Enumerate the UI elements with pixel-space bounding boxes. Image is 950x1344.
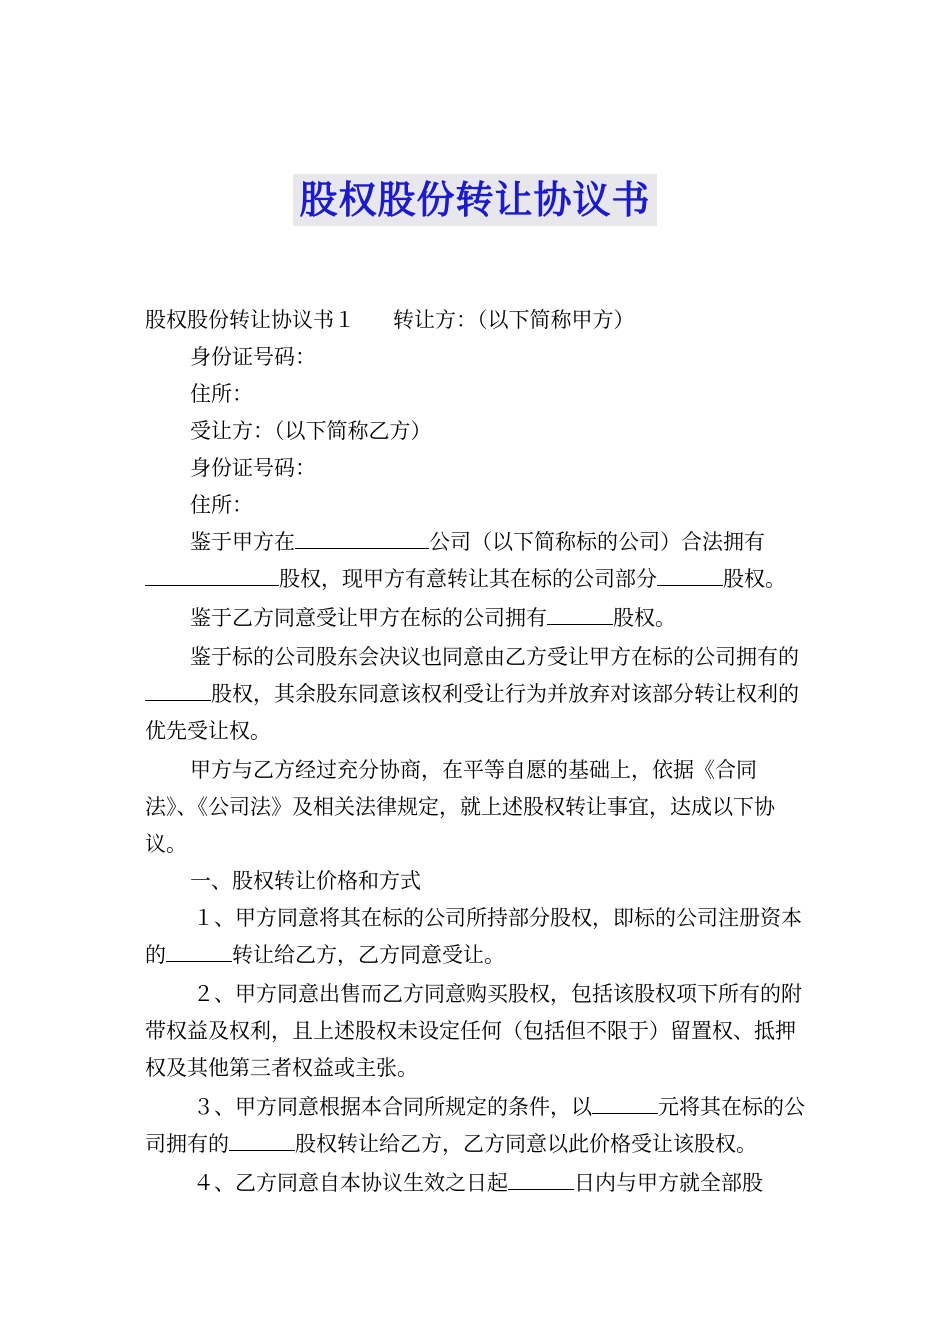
recital-1-text-d: 股权。 [723, 567, 786, 591]
clause-4-text-a: ４、乙方同意自本协议生效之日起 [193, 1171, 508, 1195]
transferee-id-line: 身份证号码： [190, 456, 316, 480]
recital-3-text-a: 鉴于标的公司股东会决议也同意由乙方受让甲方在标的公司拥有的 [190, 645, 799, 669]
recital-1-text-b: 公司（以下简称标的公司）合法拥有 [429, 530, 765, 554]
recital-1-text-a: 鉴于甲方在 [190, 530, 295, 554]
transferor-address-line: 住所： [190, 382, 253, 406]
recital-paragraph-4: 甲方与乙方经过充分协商，在平等自愿的基础上，依据《合同法》、《公司法》及相关法律规定，就上述股权转让事宜，达成以下协议。 [145, 758, 775, 856]
clause-3-text-c: 股权转让给乙方，乙方同意以此价格受让该股权。 [295, 1132, 757, 1156]
clause-1-text-b: 转让给乙方，乙方同意受让。 [232, 943, 505, 967]
document-body [145, 302, 807, 1202]
section-heading-1: 一、股权转让价格和方式 [190, 869, 421, 893]
clause-1-blank [166, 939, 232, 962]
recital-3-blank [145, 678, 211, 701]
recital-2-text-a: 鉴于乙方同意受让甲方在标的公司拥有 [190, 606, 547, 630]
recital-paragraph-2 [145, 600, 807, 637]
recital-1-text-c: 股权，现甲方有意转让其在标的公司部分 [279, 567, 657, 591]
headline-line [145, 302, 807, 339]
agreement-label: 股权股份转让协议书１ [145, 308, 355, 332]
clause-1 [145, 900, 807, 974]
recital-2-text-b: 股权。 [613, 606, 676, 630]
transferor-id-line: 身份证号码： [190, 345, 316, 369]
equity-owned-blank [145, 563, 279, 586]
clause-3-text-a: ３、甲方同意根据本合同所规定的条件，以 [193, 1095, 592, 1119]
title-container [0, 174, 950, 226]
clause-1-text-a: １、甲方同意将其在标的公司所持部分股权，即标的公司注册资本的 [145, 906, 802, 967]
clause-4 [145, 1165, 807, 1202]
company-name-blank [295, 526, 429, 549]
transferee-line: 受让方：（以下简称乙方） [190, 419, 432, 443]
days-blank [508, 1167, 574, 1190]
clause-3-equity-blank [229, 1128, 295, 1151]
transferor-label: 转让方：（以下简称甲方） [393, 308, 635, 332]
recital-3-text-b: 股权，其余股东同意该权利受让行为并放弃对该部分转让权利的优先受让权。 [145, 682, 799, 743]
clause-2: ２、甲方同意出售而乙方同意购买股权，包括该股权项下所有的附带权益及权利，且上述股权未设定任何（包括但不限于）留置权、抵押权及其他第三者权益或主张。 [145, 982, 802, 1080]
clause-4-text-b: 日内与甲方就全部股 [574, 1171, 763, 1195]
recital-paragraph-1 [145, 524, 807, 598]
recital-paragraph-3 [145, 639, 807, 750]
document-title: 股权股份转让协议书 [293, 174, 656, 226]
price-blank [592, 1091, 658, 1114]
equity-transfer-blank [657, 563, 723, 586]
recital-2-blank [547, 602, 613, 625]
clause-3 [145, 1089, 807, 1163]
clause-3-text-b: 元将其在标的公司拥有的 [145, 1095, 805, 1156]
transferee-address-line: 住所： [190, 493, 253, 517]
